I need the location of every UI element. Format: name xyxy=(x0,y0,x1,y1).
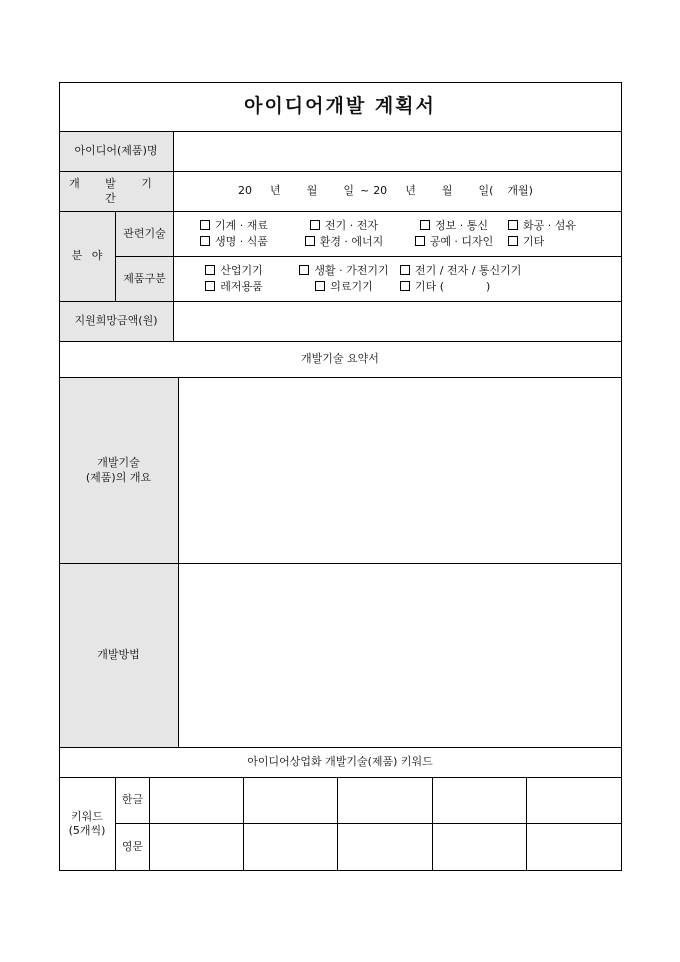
option-industrial[interactable]: 산업기기 xyxy=(180,264,288,278)
keyword-korean-1[interactable] xyxy=(150,778,244,824)
option-information[interactable]: 정보 · 통신 xyxy=(400,219,508,233)
checkbox-icon[interactable] xyxy=(299,265,309,275)
idea-development-plan-form xyxy=(59,82,622,871)
overview-label-line2: (제품)의 개요 xyxy=(85,470,152,484)
period-start-year-unit: 년 xyxy=(270,184,281,198)
checkbox-icon[interactable] xyxy=(205,265,215,275)
checkbox-icon[interactable] xyxy=(400,265,410,275)
product-type-row-2 xyxy=(180,280,490,294)
checkbox-icon[interactable] xyxy=(200,236,210,246)
checkbox-icon[interactable] xyxy=(205,281,215,291)
field-label: 분 야 xyxy=(59,212,116,302)
keyword-english-3[interactable] xyxy=(338,824,433,871)
option-bio-food[interactable]: 생명 · 식품 xyxy=(180,235,288,249)
period-label: 개 발 기 간 xyxy=(59,172,174,212)
option-medical[interactable]: 의료기기 xyxy=(288,280,400,294)
checkbox-icon[interactable] xyxy=(400,281,410,291)
related-tech-row-2 xyxy=(180,235,544,249)
option-chemical[interactable]: 화공 · 섬유 xyxy=(508,219,576,233)
checkbox-icon[interactable] xyxy=(305,236,315,246)
period-months-unit: 개월) xyxy=(507,184,533,198)
related-tech-row-1 xyxy=(180,219,576,233)
option-mechanical[interactable]: 기계 · 재료 xyxy=(180,219,288,233)
keyword-english-label: 영문 xyxy=(116,824,150,871)
keyword-label xyxy=(59,778,116,871)
period-start-day-unit: 일 xyxy=(343,184,354,198)
related-tech-label: 관련기술 xyxy=(116,212,174,257)
keyword-korean-5[interactable] xyxy=(527,778,622,824)
option-household[interactable]: 생활 · 가전기기 xyxy=(288,264,400,278)
period-field[interactable] xyxy=(174,172,622,212)
related-tech-options xyxy=(174,212,622,257)
checkbox-icon[interactable] xyxy=(420,220,430,230)
overview-field[interactable] xyxy=(179,378,622,564)
idea-name-field[interactable] xyxy=(174,132,622,172)
checkbox-icon[interactable] xyxy=(508,236,518,246)
checkbox-icon[interactable] xyxy=(508,220,518,230)
checkbox-icon[interactable] xyxy=(310,220,320,230)
period-end-year: 20 xyxy=(373,184,388,198)
product-type-label: 제품구분 xyxy=(116,257,174,302)
funding-field[interactable] xyxy=(174,302,622,342)
overview-label xyxy=(59,378,179,564)
period-start-month-unit: 월 xyxy=(306,184,318,198)
idea-name-label: 아이디어(제품)명 xyxy=(59,132,174,172)
keyword-label-line2: (5개씩) xyxy=(68,824,106,837)
option-electrical[interactable]: 전기 · 전자 xyxy=(288,219,400,233)
period-end-day-unit: 일( xyxy=(478,184,494,198)
keyword-korean-label: 한글 xyxy=(116,778,150,824)
checkbox-icon[interactable] xyxy=(415,236,425,246)
period-tilde: ~ xyxy=(359,184,370,198)
keyword-korean-2[interactable] xyxy=(244,778,338,824)
option-tech-other[interactable]: 기타 xyxy=(508,235,544,249)
method-field[interactable] xyxy=(179,564,622,748)
product-type-row-1 xyxy=(180,264,521,278)
summary-header: 개발기술 요약서 xyxy=(59,342,622,378)
keyword-korean-3[interactable] xyxy=(338,778,433,824)
method-label: 개발방법 xyxy=(59,564,179,748)
option-craft-design[interactable]: 공예 · 디자인 xyxy=(400,235,508,249)
funding-label: 지원희망금액(원) xyxy=(59,302,174,342)
option-environment[interactable]: 환경 · 에너지 xyxy=(288,235,400,249)
option-product-other[interactable]: 기타 ( ) xyxy=(400,280,490,294)
period-start-year: 20 xyxy=(238,184,253,198)
option-leisure[interactable]: 레저용품 xyxy=(180,280,288,294)
keyword-label-line1: 키워드 xyxy=(71,809,103,823)
period-end-year-unit: 년 xyxy=(405,184,416,198)
keyword-header: 아이디어상업화 개발기술(제품) 키워드 xyxy=(59,748,622,778)
keyword-korean-4[interactable] xyxy=(433,778,527,824)
keyword-english-5[interactable] xyxy=(527,824,622,871)
overview-label-line1: 개발기술 xyxy=(97,456,140,470)
option-electronics[interactable]: 전기 / 전자 / 통신기기 xyxy=(400,264,521,278)
keyword-english-2[interactable] xyxy=(244,824,338,871)
product-type-options xyxy=(174,257,622,302)
checkbox-icon[interactable] xyxy=(200,220,210,230)
period-end-month-unit: 월 xyxy=(441,184,453,198)
form-title: 아이디어개발 계획서 xyxy=(59,82,622,132)
keyword-english-1[interactable] xyxy=(150,824,244,871)
checkbox-icon[interactable] xyxy=(315,281,325,291)
keyword-english-4[interactable] xyxy=(433,824,527,871)
